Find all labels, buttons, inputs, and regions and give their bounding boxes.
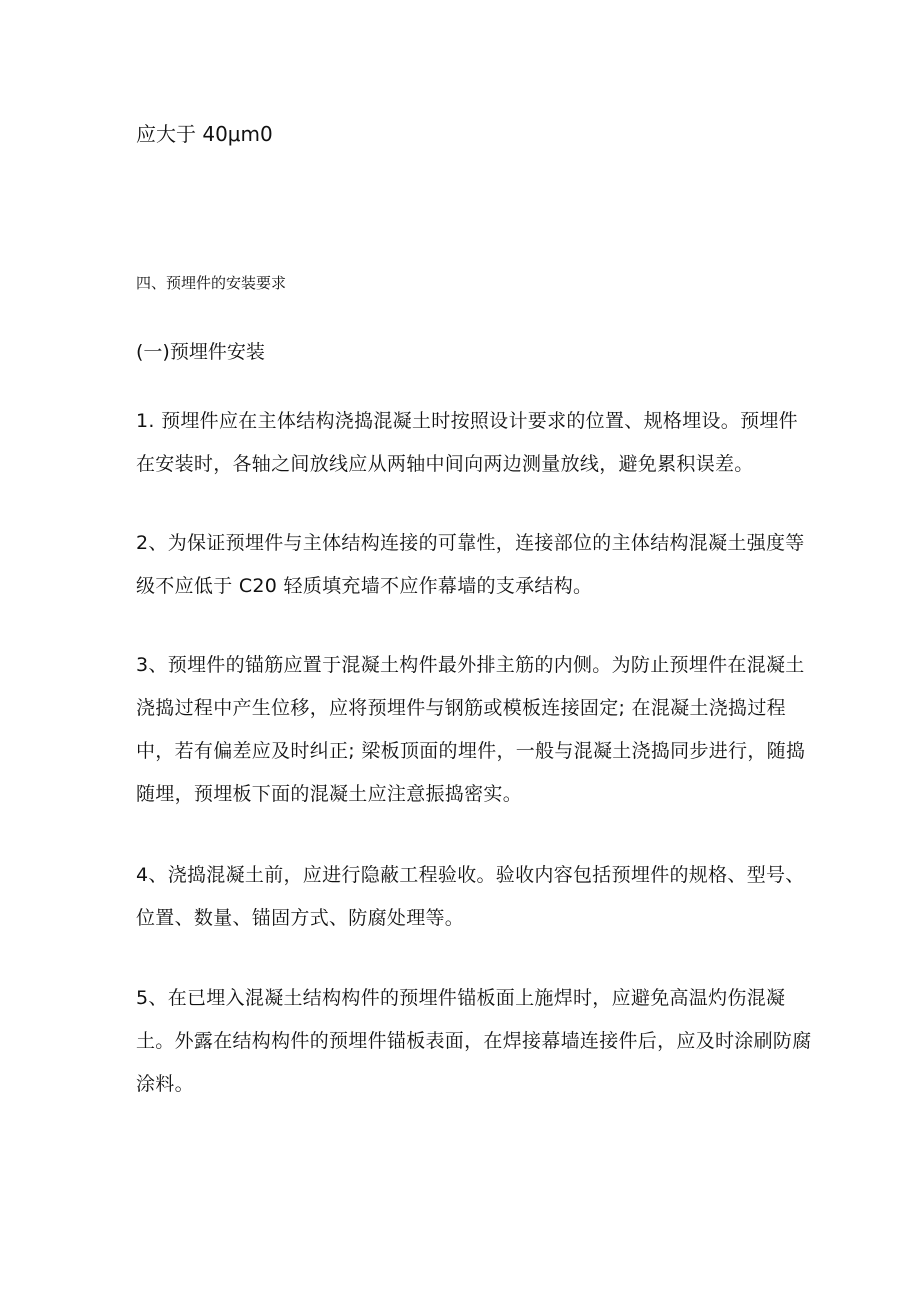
paragraph-3: 3、预埋件的锚筋应置于混凝土构件最外排主筋的内侧。为防止预埋件在混凝土浇捣过程中产生位移，应将预埋件与钢筋或模板连接固定; 在混凝土浇捣过程中，若有偏差应及时纠正; 梁板顶面的埋件，一般与混凝土浇捣同步进行，随捣随埋，预埋板下面的混凝土应注意振捣密实。 <box>136 654 806 805</box>
section-heading: 四、预埋件的安装要求 <box>136 274 287 292</box>
paragraph-1: 1. 预埋件应在主体结构浇捣混凝土时按照设计要求的位置、规格埋设。预埋件在安装时，各轴之间放线应从两轴中间向两边测量放线，避免累积误差。 <box>136 410 798 475</box>
paragraph-5: 5、在已埋入混凝土结构构件的预埋件锚板面上施焊时，应避免高温灼伤混凝土。外露在结构构件的预埋件锚板表面，在焊接幕墙连接件后，应及时涂刷防腐涂料。 <box>136 987 812 1095</box>
continued-text-fragment: 应大于 40μm0 <box>136 122 273 146</box>
subsection-heading: (一)预埋件安装 <box>136 341 265 363</box>
paragraph-4: 4、浇捣混凝土前，应进行隐蔽工程验收。验收内容包括预埋件的规格、型号、位置、数量、锚固方式、防腐处理等。 <box>136 864 805 929</box>
paragraph-2: 2、为保证预埋件与主体结构连接的可靠性，连接部位的主体结构混凝土强度等级不应低于 C20 轻质填充墙不应作幕墙的支承结构。 <box>136 532 805 597</box>
